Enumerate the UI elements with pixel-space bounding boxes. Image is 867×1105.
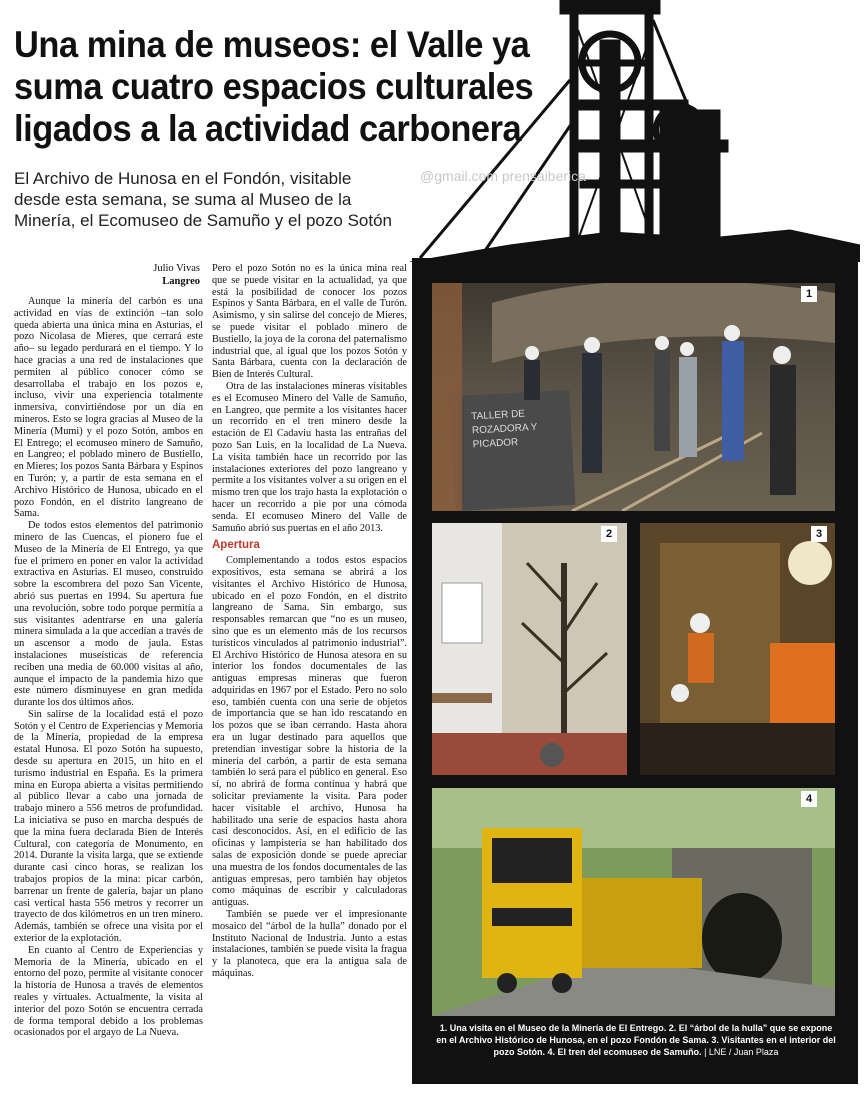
sign-text: TALLER DE ROZADORA Y PICADOR: [471, 408, 538, 451]
photo-caption: [436, 1022, 836, 1058]
byline: [100, 262, 200, 288]
paragraph: Pero el pozo Sotón no es la única mina real que se puede visitar en la actualidad, ya que está la posibilidad de conocer los pozos Espinos y Santa Bárbara, en el valle de Turón. Asimismo, y sin salirse del concejo de Mieres, se puede visitar el poblado minero de Bustiello, la joya de la corona del paternalismo industrial que, al igual que los pozos Sotón y Santa Bárbara, cuenta con la declaración de Bien de Interés Cultural.: [212, 263, 407, 381]
section-heading: Apertura: [212, 539, 260, 552]
photo-coal-tree-mosaic: [432, 523, 627, 775]
paragraph: De todos estos elementos del patrimonio minero de las Cuencas, el pionero fue el Museo de la Minería de El Entrego, ya que fue el primero en poner en valor la actividad extractiva en Asturias. El museo, construido sobre la escombrera del pozo San Vicente, abrió sus puertas en 1994. Su apertura fue una revolución, sobre todo porque permitía a sus visitantes adentrarse en una galería minera simulada a la que accedían a través de un ascensor a modo de jaula. Estas instalaciones museísticas de referencia reciben una media de 60.000 visitas al año, aunque el impacto de la pandemia hizo que este número disminuyese en gran medida durante los dos últimos años.: [14, 520, 203, 709]
paragraph: También se puede ver el impresionante mosaico del “árbol de la hulla” donado por el Instituto Nacional de Industria. Junto a estas instalaciones, también se puede visita la fragua y la planoteca, que era la antigua sala de máquinas.: [212, 909, 407, 980]
paragraph: Aunque la minería del carbón es una actividad en vías de extinción –tan solo queda abierta una única mina en Asturias, el pozo Nicolasa de Mieres, que cerrará este año– su legado perdurará en el tiempo. Y lo hace gracias a una red de instalaciones que permiten al público conocer cómo se desarrollaba el trabajo en los pozos e, incluso, vivir una experiencia totalmente inmersiva, convirtiéndose por un día en mineros. Esto se logra gracias al Museo de la Minería (Mumi) y el pozo Sotón, ambos en El Entrego; el ecomuseo minero de Samuño, en Langreo; el poblado minero de Bustiello, en Mieres; los pozos Santa Bárbara y Espinos en Turón; y, a partir de esta semana en el Archivo Histórico de Hunosa, ubicado en el pozo Fondón, en el distrito langreano de Sama.: [14, 296, 203, 520]
subhead-line-1: El Archivo de Hunosa en el Fondón, visitable: [14, 169, 352, 188]
paragraph: En cuanto al Centro de Experiencias y Memoria de la Minería, ubicado en el entorno del pozo, permite al visitante conocer la historia de Hunosa a través de elementos reales y virtuales. Actualmente, la visita al interior del pozo Sotón se encuentra cerrada de forma temporal debido a los problemas ocasionados por el argayo de La Nueva.: [14, 944, 203, 1039]
photo-4-illustration: [432, 788, 835, 1016]
subhead-line-2: desde esta semana, se suma al Museo de la: [14, 190, 352, 209]
photo-number-1: 1: [801, 286, 817, 302]
photo-number-2: 2: [601, 526, 617, 542]
paragraph: Otra de las instalaciones mineras visitables es el Ecomuseo Minero del Valle de Samuño, en Langreo, que permite a los visitantes hacer un recorrido en el tren minero desde la estación de El Cadaviu hasta las entrañas del pozo San Luis, en la localidad de La Nueva. La visita también hace un recorrido por las instalaciones exteriores del pozo langreano y permite a los visitantes volver a su origen en el mismo tren que los trajo hasta la explotación o hacer un recorrido a pie por una cómoda senda. El ecomuseo Minero del Valle de Samuño abrió sus puertas en el año 2013.: [212, 380, 407, 534]
photo-mine-interior: [640, 523, 835, 775]
headline-line-1: Una mina de museos: el Valle ya: [14, 24, 530, 65]
photo-mine-train: [432, 788, 835, 1016]
byline-place: Langreo: [162, 276, 200, 287]
photo-3-illustration: [640, 523, 835, 775]
subhead-line-3: Minería, el Ecomuseo de Samuño y el pozo Sotón: [14, 211, 392, 230]
photo-museum-visit: [432, 283, 835, 511]
subheadline: [14, 168, 414, 231]
photo-number-3: 3: [811, 526, 827, 542]
headline-line-2: suma cuatro espacios culturales: [14, 66, 534, 107]
photo-panel: [412, 258, 858, 1084]
caption-text: 1. Una visita en el Museo de la Minería de El Entrego. 2. El “árbol de la hulla” que se expone en el Archivo Histórico de Hunosa, en el pozo Fondón de Sama. 3. Visitantes en el interior del pozo Sotón. 4. El tren del ecomuseo de Samuño.: [436, 1023, 836, 1057]
headline-line-3: ligados a la actividad carbonera: [14, 108, 522, 149]
photo-number-4: 4: [801, 791, 817, 807]
byline-author: Julio Vivas: [153, 263, 200, 274]
article-column-2: [212, 263, 407, 980]
paragraph: Sin salirse de la localidad está el pozo Sotón y el Centro de Experiencias y Memoria de la Minería, propiedad de la empresa estatal Hunosa. El pozo Sotón ha supuesto, desde su apertura en 2015, un hito en el turismo industrial en España. Es la primera mina en Europa abierta a visitas permitiendo al público llevar a cabo una jornada de trabajo minero a 556 metros de profundidad. La iniciativa se puso en marcha después de que la mina fuera declarada Bien de Interés Cultural, con categoría de Monumento, en 2014. Durante la visita larga, que se extiende durante casi cinco horas, se realizan los trabajos propios de la mina: picar carbón, barrenar un frente de galería, bajar un plano casi vertical hasta 556 metros y recorrer un trayecto de dos kilómetros en un tren minero. Además, también se ofrece una visita por el exterior de la explotación.: [14, 708, 203, 945]
article-column-1: [14, 296, 203, 1039]
photo-1-illustration: [432, 283, 835, 511]
paragraph: Complementando a todos estos espacios expositivos, esta semana se abrirá a los visitantes el Archivo Histórico de Hunosa, ubicado en el pozo Fondón, en el distrito langreano de Sama. Sin embargo, sus responsables remarcan que “no es un museo, sino que es un elemento más de los recursos turísticos vinculados al patrimonio industrial”. El Archivo Histórico de Hunosa atesora en su interior los fondos documentales de las antiguas empresas mineras que fueron adquiridas en 1967 por el Estado. Pero no solo eso, también cuenta con una serie de objetos de importancia que se han ido rescatando en los pozos que se iban cerrando. Hasta ahora era un lugar destinado para aquellos que pretendían investigar sobre la historia de la minería del carbón, a partir de esta semana también lo será para el público en general. Eso sí, no abrirá de forma continua y habrá que solicitar previamente la visita. Para poder hacer visitable el archivo, Hunosa ha habilitado una serie de espacios hasta ahora casi desconocidos. Así, en el edificio de las oficinas y lampistería se han habilitado dos salas de exposición donde se puede apreciar una muestra de los fondos documentales de las antiguas empresas, pero también hay objetos como máquinas de escribir y calculadoras antiguas.: [212, 555, 407, 909]
watermark-text: @gmail.com prensaiberica: [420, 168, 586, 184]
photo-credit: | LNE / Juan Plaza: [701, 1047, 779, 1057]
mine-headframe-illustration: [410, 0, 860, 262]
photo-2-illustration: [432, 523, 627, 775]
